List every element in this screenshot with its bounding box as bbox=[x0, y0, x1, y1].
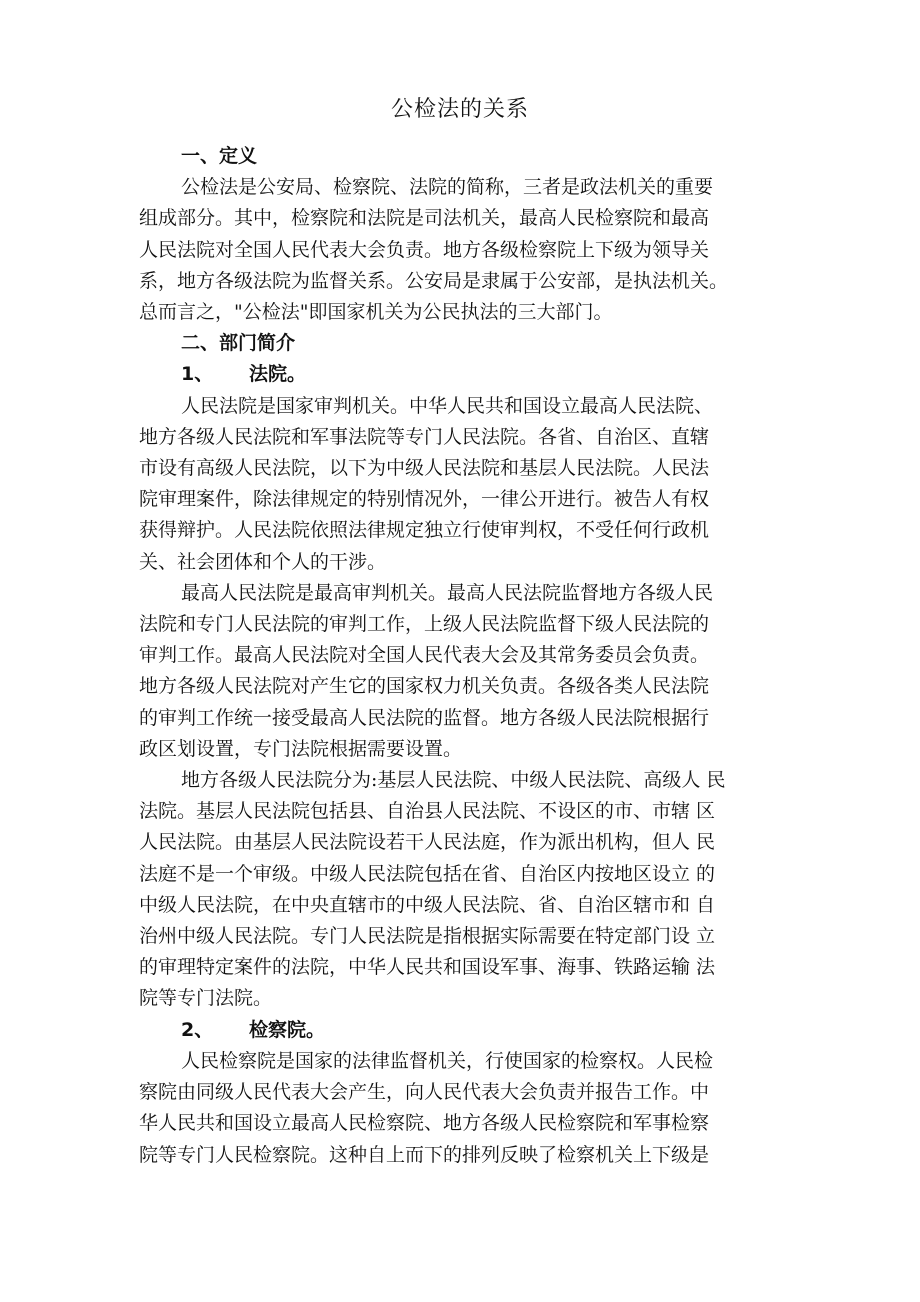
text-line: 人民法院是国家审判机关。中华人民共和国设立最高人民法院、 bbox=[181, 394, 714, 417]
text-line: 组成部分。其中，检察院和法院是司法机关，最高人民检察院和最高 bbox=[139, 207, 710, 230]
text-line: 华人民共和国设立最高人民检察院、地方各级人民检察院和军事检察 bbox=[139, 1112, 710, 1135]
definition-paragraph bbox=[139, 172, 799, 328]
text-line: 人民检察院是国家的法律监督机关，行使国家的检察权。人民检 bbox=[181, 1049, 714, 1072]
text-line: 系，地方各级法院为监督关系。公安局是隶属于公安部，是执法机关。 bbox=[139, 269, 729, 292]
text-line: 政区划设置，专门法院根据需要设置。 bbox=[139, 737, 463, 760]
text-line: 院审理案件，除法律规定的特别情况外，一律公开进行。被告人有权 bbox=[139, 488, 710, 511]
text-line: 法院和专门人民法院的审判工作，上级人民法院监督下级人民法院的 bbox=[139, 613, 710, 636]
text-line: 最高人民法院是最高审判机关。最高人民法院监督地方各级人民 bbox=[181, 581, 714, 604]
text-line: 地方各级人民法院和军事法院等专门人民法院。各省、自治区、直辖 bbox=[139, 425, 710, 448]
text-line: 获得辩护。人民法院依照法律规定独立行使审判权，不受任何行政机 bbox=[139, 519, 710, 542]
court-subheading bbox=[139, 359, 799, 390]
text-line: 审判工作。最高人民法院对全国人民代表大会及其常务委员会负责。 bbox=[139, 644, 710, 667]
court-paragraph-1 bbox=[139, 391, 799, 578]
procuratorate-number: 2、 bbox=[181, 1018, 214, 1041]
text-line: 法庭不是一个审级。中级人民法院包括在省、自治区内按地区设立 的 bbox=[139, 862, 716, 885]
court-paragraph-2 bbox=[139, 578, 799, 765]
document-title: 公检法的关系 bbox=[390, 97, 529, 122]
text-line: 治州中级人民法院。专门人民法院是指根据实际需要在特定部门设 立 bbox=[139, 925, 716, 948]
text-line: 察院由同级人民代表大会产生，向人民代表大会负责并报告工作。中 bbox=[139, 1081, 710, 1104]
text-line: 人民法院对全国人民代表大会负责。地方各级检察院上下级为领导关 bbox=[139, 238, 710, 261]
court-number: 1、 bbox=[181, 363, 214, 386]
text-line: 院等专门人民检察院。这种自上而下的排列反映了检察机关上下级是 bbox=[139, 1143, 710, 1166]
document-body bbox=[139, 141, 799, 1171]
text-line: 人民法院。由基层人民法院设若干人民法庭，作为派出机构，但人 民 bbox=[139, 831, 716, 854]
text-line: 地方各级人民法院对产生它的国家权力机关负责。各级各类人民法院 bbox=[139, 675, 710, 698]
text-line: 的审理特定案件的法院，中华人民共和国设军事、海事、铁路运输 法 bbox=[139, 956, 716, 979]
section-departments-heading: 二、部门简介 bbox=[181, 332, 296, 355]
text-line: 院等专门法院。 bbox=[139, 987, 273, 1010]
text-line: 公检法是公安局、检察院、法院的简称，三者是政法机关的重要 bbox=[181, 176, 714, 199]
text-line: 市设有高级人民法院，以下为中级人民法院和基层人民法院。人民法 bbox=[139, 457, 710, 480]
procuratorate-paragraph-1 bbox=[139, 1046, 799, 1171]
text-line: 的审判工作统一接受最高人民法院的监督。地方各级人民法院根据行 bbox=[139, 706, 710, 729]
procuratorate-label: 检察院。 bbox=[249, 1018, 326, 1041]
text-line: 总而言之，"公检法"即国家机关为公民执法的三大部门。 bbox=[139, 301, 613, 324]
text-line: 法院。基层人民法院包括县、自治县人民法院、不设区的市、市辖 区 bbox=[139, 800, 716, 823]
text-line: 中级人民法院，在中央直辖市的中级人民法院、省、自治区辖市和 自 bbox=[139, 893, 716, 916]
section-definition-heading: 一、定义 bbox=[181, 145, 258, 167]
court-label: 法院。 bbox=[249, 363, 307, 386]
court-paragraph-3 bbox=[139, 765, 799, 1015]
text-line: 地方各级人民法院分为:基层人民法院、中级人民法院、高级人 民 bbox=[181, 769, 726, 792]
text-line: 关、社会团体和个人的干涉。 bbox=[139, 550, 387, 573]
procuratorate-subheading bbox=[139, 1015, 799, 1046]
